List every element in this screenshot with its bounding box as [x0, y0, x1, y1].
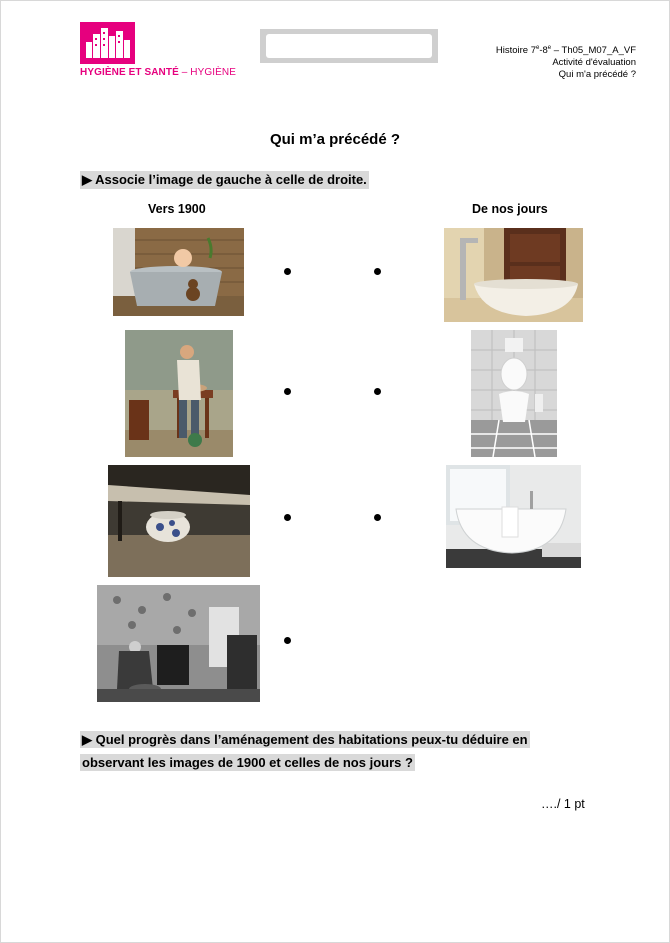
ref-line-3: Qui m'a précédé ?: [558, 69, 636, 81]
modern-sink-basin-photo: [444, 228, 583, 322]
ref-line-2: Activité d'évaluation: [552, 57, 636, 69]
column-heading-left: Vers 1900: [148, 202, 206, 216]
match-dot-left-2[interactable]: [284, 388, 291, 395]
chamber-pot-under-bed-photo: [108, 465, 250, 577]
match-dot-left-3[interactable]: [284, 514, 291, 521]
question-line-1: ▶ Quel progrès dans l’aménagement des habitations peux-tu déduire en: [82, 732, 528, 747]
match-dot-right-3[interactable]: [374, 514, 381, 521]
reflection-question: [80, 728, 550, 774]
woman-washing-in-old-kitchen-photo: [97, 585, 260, 702]
document-reference: [496, 42, 636, 81]
match-dot-left-4[interactable]: [284, 637, 291, 644]
question-line-2: observant les images de 1900 et celles de nos jours ?: [82, 755, 413, 770]
match-dot-left-1[interactable]: [284, 268, 291, 275]
baby-in-tin-tub-photo: [113, 228, 244, 316]
name-stamp-box: [260, 29, 438, 63]
logo-section: HYGIÈNE: [190, 67, 236, 78]
modern-toilet-photo: [471, 330, 557, 457]
logo-brand: HYGIÈNE ET SANTÉ: [80, 67, 179, 78]
man-washing-at-basin-painting: [125, 330, 233, 457]
ref-line-1: Histoire 7e-8e – Th05_M07_A_VF: [495, 45, 636, 57]
instruction: ▶ Associe l’image de gauche à celle de droite.: [82, 172, 367, 187]
match-dot-right-1[interactable]: [374, 268, 381, 275]
city-logo-icon: [80, 22, 135, 64]
freestanding-bathtub-photo: [446, 465, 581, 568]
logo-caption: [80, 67, 236, 78]
column-heading-right: De nos jours: [472, 202, 548, 216]
score-field: …./ 1 pt: [541, 797, 585, 811]
match-dot-right-2[interactable]: [374, 388, 381, 395]
logo-separator: –: [178, 67, 191, 78]
page-title: Qui m’a précédé ?: [269, 131, 401, 148]
